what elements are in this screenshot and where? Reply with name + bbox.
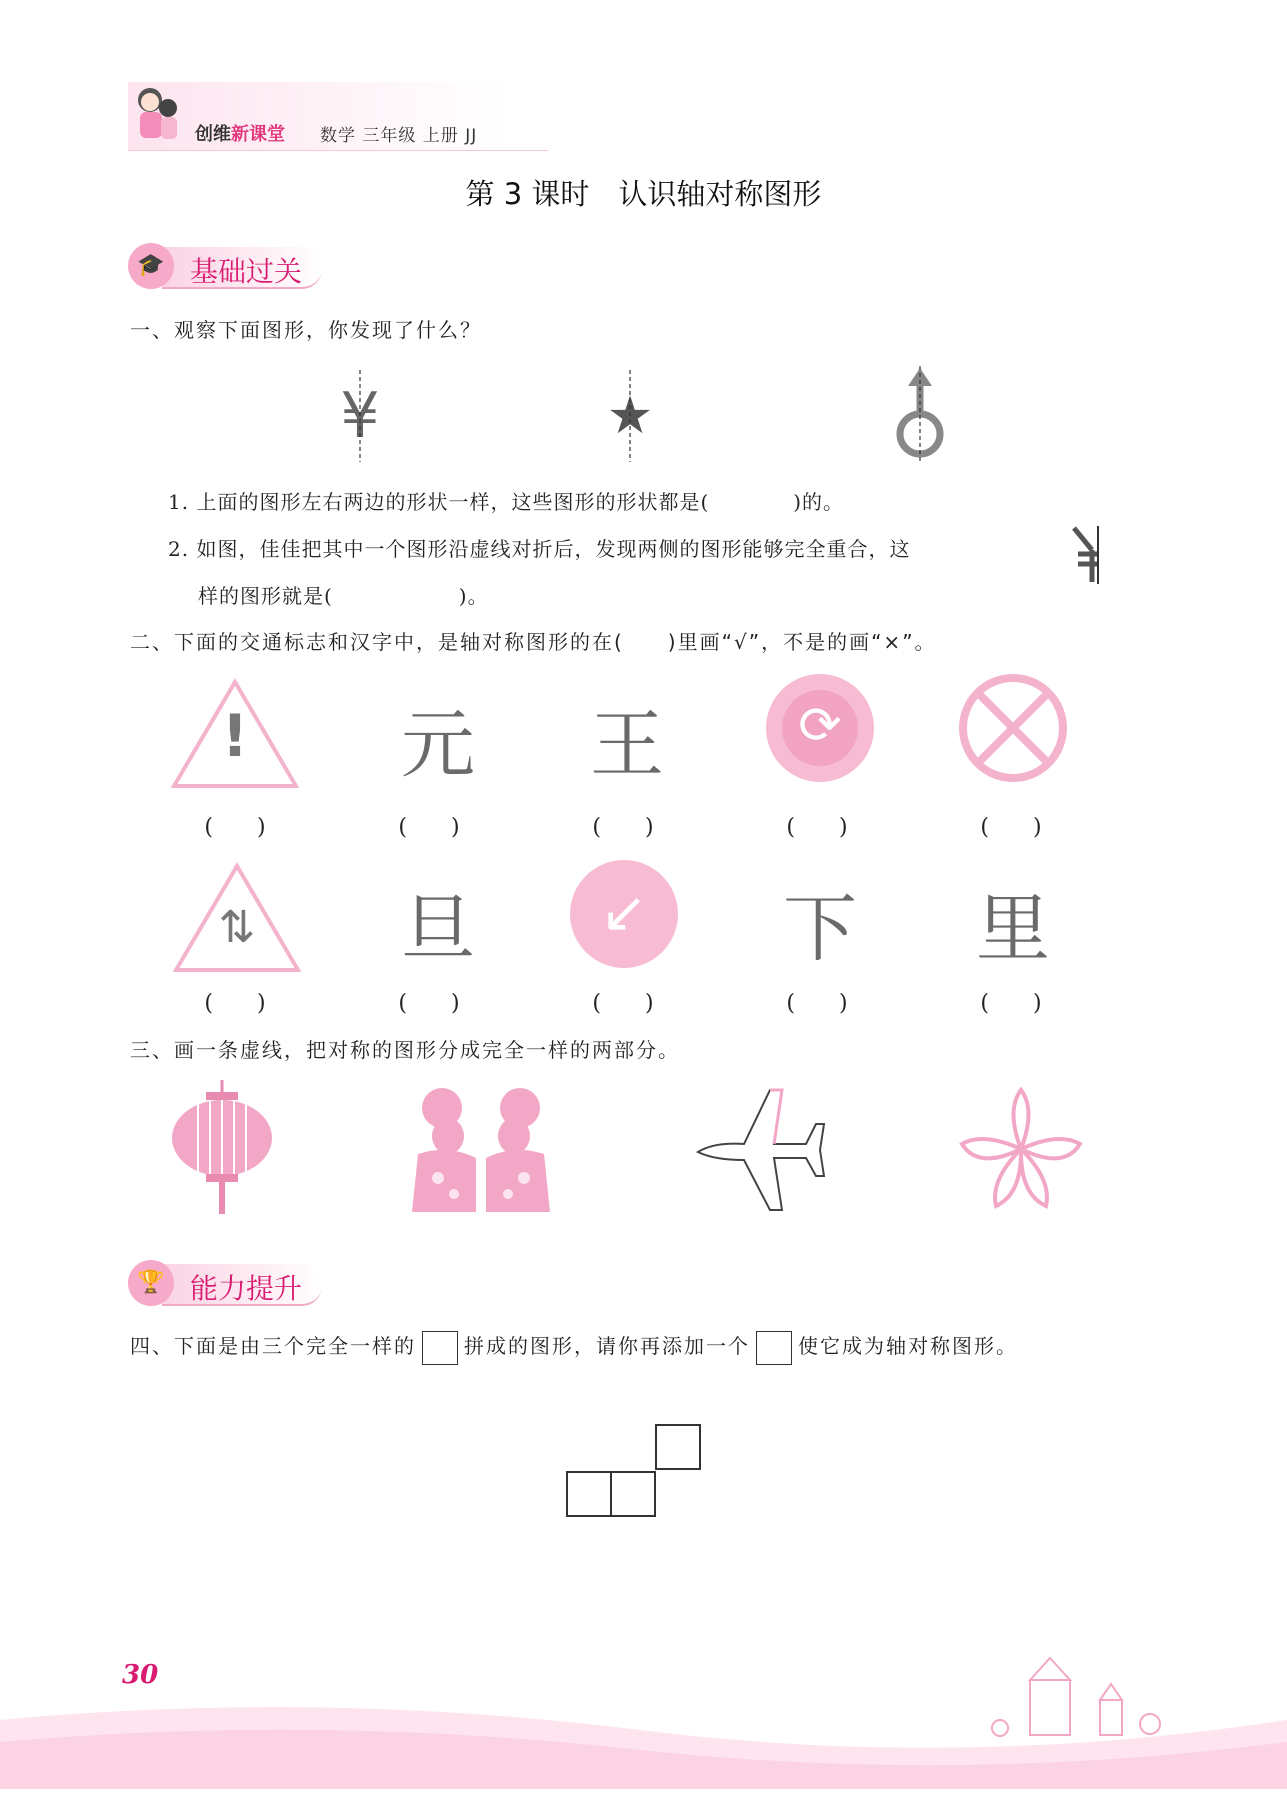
flower-image[interactable] <box>954 1082 1088 1216</box>
q4-text-b: 拼成的图形，请你再添加一个 <box>464 1334 750 1358</box>
star-symbol-figure <box>600 368 660 464</box>
warning-sign <box>170 678 300 790</box>
two-way-traffic-sign <box>172 862 302 974</box>
q1-sub1: 1. 上面的图形左右两边的形状一样，这些图形的形状都是( )的。 <box>168 490 845 514</box>
three-square-figure[interactable] <box>566 1424 702 1518</box>
q1-sub2-line1: 2. 如图，佳佳把其中一个图形沿虚线对折后，发现两侧的图形能够完全重合，这 <box>168 537 911 561</box>
brand-part-a: 创维 <box>195 124 231 145</box>
section-basic <box>128 243 358 289</box>
no-entry-sign <box>957 672 1069 784</box>
question-1: 一、观察下面图形，你发现了什么？ <box>130 318 482 342</box>
paper-cut-figures-image[interactable] <box>398 1088 564 1212</box>
q4-text-c: 使它成为轴对称图形。 <box>798 1334 1018 1358</box>
graduation-cap-icon: 🎓 <box>128 243 174 289</box>
roundabout-arrows-icon: ⟳ <box>798 696 842 756</box>
down-left-arrow-icon: ↙ <box>600 880 648 945</box>
answer-paren[interactable]: ( ) <box>786 815 848 840</box>
answer-paren[interactable]: ( ) <box>980 815 1042 840</box>
two-way-arrows-icon: ⇅ <box>218 902 256 953</box>
q1-sub2-line2: 样的图形就是( )。 <box>198 584 489 608</box>
section-label: 基础过关 <box>190 255 303 288</box>
square-tile-icon <box>756 1331 792 1365</box>
folded-yen-icon <box>1070 524 1102 586</box>
lantern-image[interactable] <box>168 1080 276 1220</box>
answer-paren[interactable]: ( ) <box>980 991 1042 1016</box>
answer-paren[interactable]: ( ) <box>786 991 848 1016</box>
answer-paren[interactable]: ( ) <box>398 815 460 840</box>
answer-paren[interactable]: ( ) <box>204 991 266 1016</box>
answer-paren[interactable]: ( ) <box>398 991 460 1016</box>
castle-illustration <box>960 1650 1190 1740</box>
section-advanced <box>128 1260 358 1306</box>
question-4 <box>130 1330 1018 1365</box>
keep-left-sign <box>568 858 680 970</box>
q4-text-a: 四、下面是由三个完全一样的 <box>130 1334 416 1358</box>
answer-paren[interactable]: ( ) <box>204 815 266 840</box>
warning-mark: ! <box>221 702 249 770</box>
answer-paren[interactable]: ( ) <box>592 991 654 1016</box>
book-info: 数学 三年级 上册 JJ <box>320 126 478 146</box>
question-2: 二、下面的交通标志和汉字中，是轴对称图形的在( )里画“√”，不是的画“×”。 <box>130 630 937 654</box>
yen-symbol: ¥ <box>340 379 380 452</box>
question-3: 三、画一条虚线，把对称的图形分成完全一样的两部分。 <box>130 1038 680 1062</box>
roundabout-sign <box>764 672 876 784</box>
answer-paren[interactable]: ( ) <box>592 815 654 840</box>
brand-name <box>195 120 285 146</box>
page-number: 30 <box>122 1660 159 1690</box>
trophy-icon: 🏆 <box>128 1260 174 1306</box>
brand-part-b: 新课堂 <box>231 124 285 145</box>
male-symbol-figure <box>882 364 958 464</box>
char-wang: 王 <box>590 702 664 788</box>
yen-symbol-figure <box>330 368 390 464</box>
char-xia: 下 <box>783 886 857 972</box>
star-symbol: ★ <box>606 386 654 446</box>
header-mascot <box>128 82 182 150</box>
page-title: 第 3 课时 认识轴对称图形 <box>465 177 822 211</box>
char-yuan: 元 <box>401 702 475 788</box>
airplane-image[interactable] <box>694 1084 830 1214</box>
char-dan: 旦 <box>401 886 475 972</box>
square-tile-icon <box>422 1331 458 1365</box>
section-label: 能力提升 <box>190 1272 303 1305</box>
char-li: 里 <box>976 886 1050 972</box>
